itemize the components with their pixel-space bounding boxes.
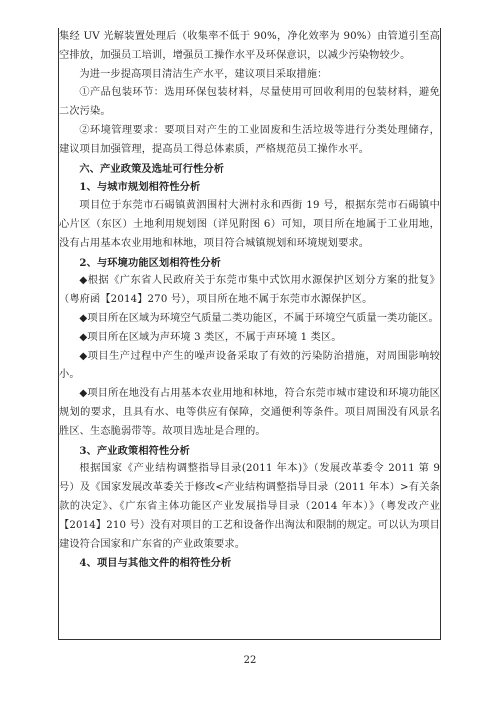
- paragraph: ②环境管理要求：要项目对产生的工业固废和生活垃圾等进行分类处理储存，建议项目加强管理，提高员工得总体素质，严格规范员工操作水平。: [59, 124, 440, 155]
- paragraph: 为进一步提高项目清洁生产水平，建议项目采取措施：: [79, 68, 328, 80]
- paragraph: ◆根据《广东省人民政府关于东莞市集中式饮用水源保护区划分方案的批复》（粤府函【2014】270 号），项目所在地不属于东莞市水源保护区。: [59, 275, 440, 306]
- paragraph: 根据国家《产业结构调整指导目录(2011 年本)》（发展改革委令 2011 第 9 号）及《国家发展改革委关于修改<产业结构调整指导目录（2011 年本）>有关条款的决定》、《广东省主体功能区产业发展指导目录（2014 年本）》（粤发改产业【2014】210 号）没有对项目的工艺和设备作出淘汰和限制的规定。可以认为项目建设符合国家和广东省的产业政策要求。: [59, 463, 440, 550]
- section-heading: 2、与环境功能区划相符性分析: [79, 256, 222, 269]
- section-heading: 六、产业政策及选址可行性分析: [79, 162, 225, 175]
- paragraph: 项目位于东莞市石碣镇黄泗围村大洲村永和西街 19 号，根据东莞市石碣镇中心片区（东区）土地利用规划图（详见附图 6）可知，项目所在地属于工业用地，没有占用基本农业用地和林地，项目符合城镇规划和环境规划要求。: [59, 200, 440, 249]
- paragraph: ◆项目生产过程中产生的噪声设备采取了有效的污染防治措施，对周围影响较小。: [59, 350, 440, 381]
- page-number: 22: [243, 655, 257, 666]
- section-heading: 4、项目与其他文件的相符性分析: [79, 557, 232, 570]
- text-block: [59, 28, 440, 573]
- paragraph: ◆项目所在区域为环境空气质量二类功能区，不属于环境空气质量一类功能区。: [79, 312, 439, 324]
- section-heading: 1、与城市规划相符性分析: [79, 181, 201, 194]
- paragraph: ①产品包装环节：选用环保包装材料，尽量使用可回收利用的包装材料，避免二次污染。: [59, 87, 440, 118]
- section-heading: 3、产业政策相符性分析: [79, 444, 191, 457]
- content-frame: [58, 28, 441, 640]
- paragraph: ◆项目所在区域为声环境 3 类区，不属于声环境 1 类区。: [79, 331, 342, 343]
- paragraph: 集经 UV 光解装置处理后（收集率不低于 90%，净化效率为 90%）由管道引至高空排放，加强员工培训，增强员工操作水平及环保意识，以减少污染物较少。: [59, 31, 440, 61]
- paragraph: ◆项目所在地没有占用基本农业用地和林地，符合东莞市城市建设和环境功能区规划的要求，且具有水、电等供应有保障，交通便利等条件。项目周围没有风景名胜区、生态脆弱带等。故项目选址是合理的。: [59, 388, 440, 437]
